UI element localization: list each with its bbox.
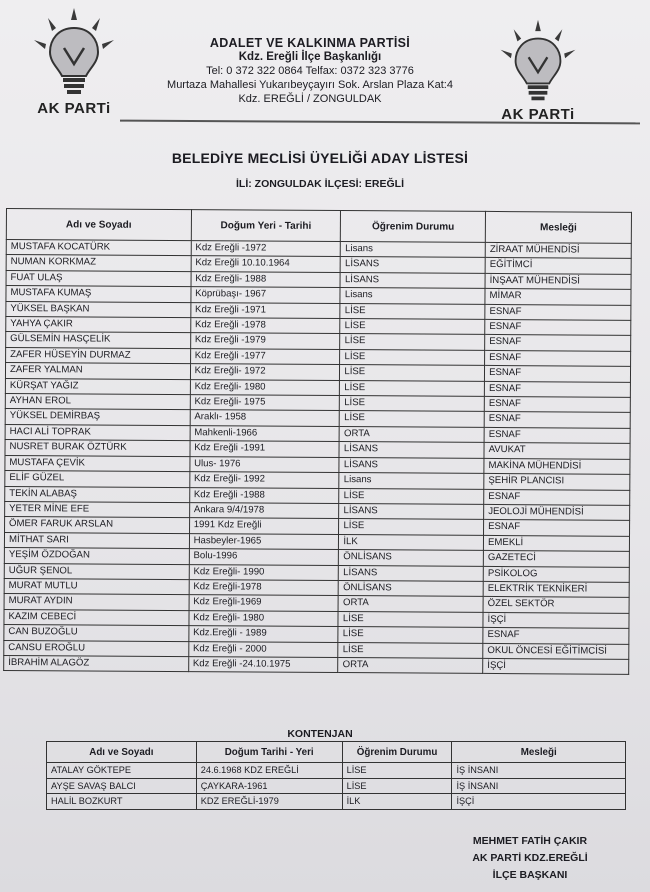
- cell-birth: Kdz Ereğli - 2000: [188, 641, 338, 657]
- cell-name: NUMAN KORKMAZ: [6, 255, 191, 272]
- cell-occupation: ESNAF: [485, 304, 631, 320]
- cell-education: Lisans: [341, 242, 486, 258]
- cell-name: MİTHAT SARI: [4, 532, 189, 549]
- table-header-row: [6, 209, 631, 244]
- cell-birth: Ulus- 1976: [190, 456, 340, 472]
- kontenjan-table-body: [47, 763, 626, 810]
- letterhead: [130, 36, 490, 106]
- cell-name: YAHYA ÇAKIR: [6, 317, 191, 334]
- cell-name: HALİL BOZKURT: [47, 794, 197, 810]
- cell-name: MUSTAFA KOCATÜRK: [6, 240, 191, 257]
- brand-label-right: AK PARTi: [501, 106, 575, 123]
- party-name: ADALET VE KALKINMA PARTİSİ: [209, 36, 411, 50]
- signature-block: [430, 833, 630, 884]
- cell-education: LİSE: [339, 519, 484, 535]
- cell-occupation: ŞEHİR PLANCISI: [484, 474, 630, 490]
- cell-education: Lisans: [339, 473, 484, 489]
- cell-occupation: ESNAF: [485, 335, 631, 351]
- table-header-row: [47, 742, 626, 763]
- ak-parti-logo-right: [492, 18, 584, 123]
- cell-occupation: İNŞAAT MÜHENDİSİ: [485, 273, 631, 289]
- phone-line: Tel: 0 372 322 0864 Telfax: 0372 323 3776: [206, 65, 414, 77]
- cell-education: LİSE: [340, 411, 485, 427]
- cell-education: İLK: [339, 534, 484, 550]
- cell-occupation: EMEKLİ: [483, 535, 629, 551]
- cell-birth: Kdz Ereğli -1977: [190, 348, 340, 364]
- cell-education: ÖNLİSANS: [339, 550, 484, 566]
- cell-name: MURAT AYDIN: [4, 594, 189, 611]
- column-header-occupation: Mesleği: [452, 742, 626, 763]
- cell-education: LİSE: [338, 642, 483, 658]
- cell-name: YETER MİNE EFE: [5, 501, 190, 518]
- page-subtitle: İLİ: ZONGULDAK İLÇESİ: EREĞLİ: [236, 178, 404, 190]
- cell-occupation: ESNAF: [485, 319, 631, 335]
- cell-name: KÜRŞAT YAĞIZ: [5, 378, 190, 395]
- lightbulb-logo-icon: [492, 18, 584, 104]
- cell-birth: Kdz Ereğli -1979: [190, 333, 340, 349]
- cell-name: ZAFER HÜSEYİN DURMAZ: [6, 347, 191, 364]
- cell-occupation: ZİRAAT MÜHENDİSİ: [485, 242, 631, 258]
- cell-education: LİSE: [340, 380, 485, 396]
- cell-occupation: ESNAF: [484, 396, 630, 412]
- column-header-birth: Doğum Yeri - Tarihi: [191, 210, 341, 242]
- cell-occupation: ELEKTRİK TEKNİKERİ: [483, 581, 629, 597]
- cell-name: CAN BUZOĞLU: [4, 625, 189, 642]
- cell-name: ELİF GÜZEL: [5, 471, 190, 488]
- cell-name: MUSTAFA KUMAŞ: [6, 286, 191, 303]
- cell-education: ORTA: [338, 658, 483, 674]
- page-title: BELEDİYE MECLİSİ ÜYELİĞİ ADAY LİSTESİ: [171, 150, 469, 166]
- cell-birth: Kdz Ereğli- 1975: [190, 395, 340, 411]
- cell-education: LİSANS: [339, 565, 484, 581]
- cell-birth: Kdz Ereğli -1988: [189, 487, 339, 503]
- cell-occupation: MAKİNA MÜHENDİSİ: [484, 458, 630, 474]
- cell-occupation: İŞÇİ: [452, 794, 626, 810]
- cell-education: LİSE: [340, 349, 485, 365]
- cell-occupation: ESNAF: [485, 350, 631, 366]
- ak-parti-logo-left: [28, 6, 120, 117]
- cell-occupation: ESNAF: [484, 520, 630, 536]
- cell-name: AYHAN EROL: [5, 394, 190, 411]
- cell-birth: Kdz Ereğli -1978: [190, 318, 340, 334]
- brand-label-left: AK PARTi: [37, 100, 111, 117]
- cell-occupation: ESNAF: [484, 412, 630, 428]
- cell-education: ORTA: [339, 426, 484, 442]
- cell-birth: KDZ EREĞLİ-1979: [196, 794, 342, 810]
- cell-name: MURAT MUTLU: [4, 578, 189, 595]
- cell-education: LİSE: [338, 611, 483, 627]
- cell-education: Lisans: [340, 288, 485, 304]
- cell-education: LİSE: [338, 627, 483, 643]
- cell-occupation: İŞ İNSANI: [452, 778, 626, 794]
- cell-name: NUSRET BURAK ÖZTÜRK: [5, 440, 190, 457]
- table-row: [47, 763, 626, 779]
- address-line: Murtaza Mahallesi Yukarıbeyçayırı Sok. Arslan Plaza Kat:4: [167, 79, 453, 91]
- table-row: [47, 794, 626, 810]
- cell-occupation: ÖZEL SEKTÖR: [483, 597, 629, 613]
- cell-birth: Araklı- 1958: [190, 410, 340, 426]
- cell-birth: Kdz Ereğli- 1980: [190, 379, 340, 395]
- cell-education: İLK: [342, 794, 452, 810]
- cell-birth: ÇAYKARA-1961: [196, 778, 342, 794]
- cell-occupation: EĞİTİMCİ: [485, 258, 631, 274]
- cell-education: LİSE: [340, 319, 485, 335]
- cell-education: LİSE: [342, 778, 452, 794]
- cell-name: GÜLSEMİN HASÇELİK: [6, 332, 191, 349]
- signatory-role: İLÇE BAŞKANI: [492, 869, 568, 881]
- cell-birth: Mahkenli-1966: [190, 426, 340, 442]
- cell-name: YEŞİM ÖZDOĞAN: [4, 548, 189, 565]
- cell-occupation: İŞÇİ: [483, 612, 629, 628]
- signatory-name: MEHMET FATİH ÇAKIR: [472, 835, 588, 847]
- column-header-name: Adı ve Soyadı: [47, 742, 197, 763]
- cell-occupation: ESNAF: [484, 489, 630, 505]
- column-header-education: Öğrenim Durumu: [341, 211, 486, 243]
- cell-occupation: JEOLOJİ MÜHENDİSİ: [484, 504, 630, 520]
- cell-education: LİSANS: [339, 457, 484, 473]
- cell-occupation: AVUKAT: [484, 443, 630, 459]
- column-header-occupation: Mesleği: [485, 211, 631, 243]
- cell-education: ORTA: [338, 596, 483, 612]
- cell-name: TEKİN ALABAŞ: [5, 486, 190, 503]
- cell-education: LİSANS: [341, 257, 486, 273]
- cell-birth: Kdz Ereğli-1969: [189, 595, 339, 611]
- cell-birth: Kdz Ereğli -1972: [191, 241, 341, 257]
- candidate-table: [3, 208, 632, 675]
- candidate-table-body: [4, 240, 632, 675]
- cell-education: LİSANS: [339, 442, 484, 458]
- signatory-org: AK PARTİ KDZ.EREĞLİ: [472, 852, 588, 864]
- cell-education: ÖNLİSANS: [339, 580, 484, 596]
- cell-name: ÖMER FARUK ARSLAN: [5, 517, 190, 534]
- office-name: Kdz. Ereğli İlçe Başkanlığı: [238, 51, 382, 63]
- cell-name: ZAFER YALMAN: [5, 363, 190, 380]
- cell-occupation: MİMAR: [485, 289, 631, 305]
- column-header-name: Adı ve Soyadı: [6, 209, 191, 241]
- column-header-birth: Doğum Tarihi - Yeri: [196, 742, 342, 763]
- column-header-education: Öğrenim Durumu: [342, 742, 452, 763]
- table-row: [47, 778, 626, 794]
- cell-occupation: GAZETECİ: [483, 551, 629, 567]
- cell-name: HACI ALİ TOPRAK: [5, 424, 190, 441]
- cell-education: LİSE: [340, 303, 485, 319]
- cell-birth: Ankara 9/4/1978: [189, 503, 339, 519]
- cell-birth: Bolu-1996: [189, 549, 339, 565]
- cell-birth: Kdz Ereğli- 1988: [191, 271, 341, 287]
- cell-education: LİSANS: [339, 503, 484, 519]
- cell-education: LİSE: [339, 488, 484, 504]
- cell-birth: Köprübaşı- 1967: [191, 287, 341, 303]
- cell-birth: Kdz Ereğli- 1990: [189, 564, 339, 580]
- cell-birth: Kdz Ereğli- 1992: [189, 472, 339, 488]
- cell-occupation: ESNAF: [484, 427, 630, 443]
- cell-name: İBRAHİM ALAGÖZ: [4, 655, 189, 672]
- cell-name: FUAT ULAŞ: [6, 270, 191, 287]
- cell-education: LİSE: [340, 365, 485, 381]
- city-line: Kdz. EREĞLİ / ZONGULDAK: [238, 93, 382, 105]
- cell-name: UĞUR ŞENOL: [4, 563, 189, 580]
- lightbulb-logo-icon: [28, 6, 120, 98]
- cell-education: LİSANS: [340, 272, 485, 288]
- cell-occupation: ESNAF: [483, 628, 629, 644]
- cell-birth: Kdz.Ereğli - 1989: [189, 626, 339, 642]
- cell-name: KAZIM CEBECİ: [4, 609, 189, 626]
- cell-occupation: İŞ İNSANI: [452, 763, 626, 779]
- cell-birth: Kdz Ereğli -1991: [190, 441, 340, 457]
- cell-name: AYŞE SAVAŞ BALCI: [47, 778, 197, 794]
- kontenjan-title: KONTENJAN: [287, 728, 353, 740]
- cell-education: LİSE: [342, 763, 452, 779]
- table-row: [4, 655, 629, 674]
- cell-occupation: PSİKOLOG: [483, 566, 629, 582]
- cell-birth: Kdz Ereğli- 1972: [190, 364, 340, 380]
- cell-birth: 1991 Kdz Ereğli: [189, 518, 339, 534]
- cell-name: YÜKSEL DEMİRBAŞ: [5, 409, 190, 426]
- cell-name: ATALAY GÖKTEPE: [47, 763, 197, 779]
- cell-education: LİSE: [340, 396, 485, 412]
- cell-birth: Kdz Ereğli- 1980: [189, 610, 339, 626]
- cell-occupation: İŞÇİ: [483, 658, 629, 674]
- cell-occupation: ESNAF: [485, 366, 631, 382]
- cell-name: CANSU EROĞLU: [4, 640, 189, 657]
- cell-birth: Kdz Ereğli -24.10.1975: [188, 657, 338, 673]
- cell-birth: Kdz Ereğli -1971: [191, 302, 341, 318]
- cell-occupation: ESNAF: [484, 381, 630, 397]
- cell-birth: Kdz Ereğli 10.10.1964: [191, 256, 341, 272]
- cell-occupation: OKUL ÖNCESİ EĞİTİMCİSİ: [483, 643, 629, 659]
- cell-name: YÜKSEL BAŞKAN: [6, 301, 191, 318]
- cell-name: MUSTAFA ÇEVİK: [5, 455, 190, 472]
- cell-birth: Hasbeyler-1965: [189, 533, 339, 549]
- kontenjan-table: [46, 741, 626, 810]
- cell-education: LİSE: [340, 334, 485, 350]
- cell-birth: Kdz Ereğli-1978: [189, 580, 339, 596]
- cell-birth: 24.6.1968 KDZ EREĞLİ: [196, 763, 342, 779]
